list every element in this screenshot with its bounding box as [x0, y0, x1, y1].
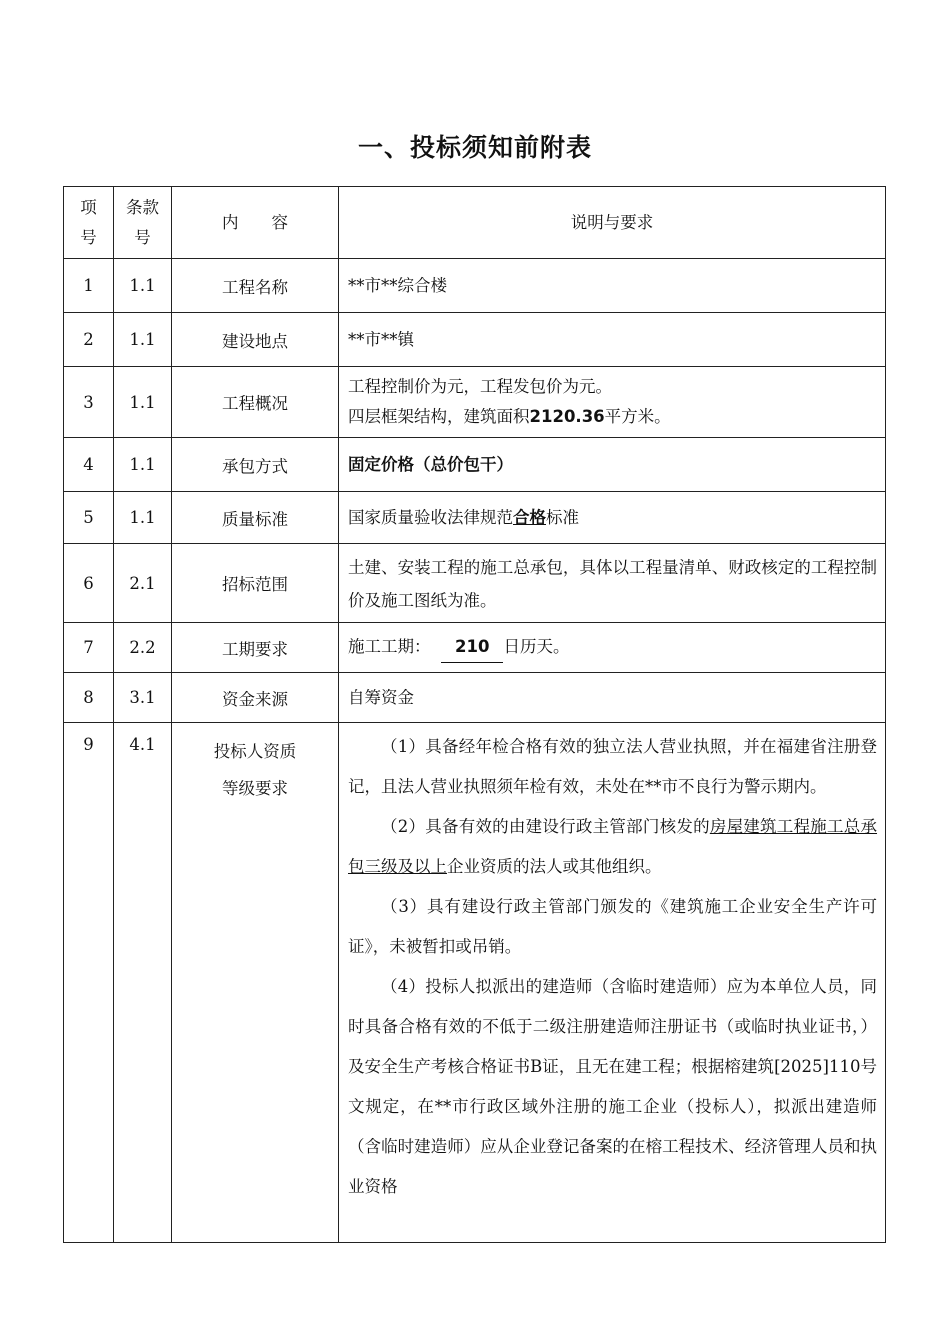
row-number: 5 — [64, 492, 114, 544]
row-description: **市**综合楼 — [339, 259, 886, 313]
project-price-line: 工程控制价为元，工程发包价为元。 — [348, 377, 612, 396]
project-structure-line: 四层框架结构，建筑面积2120.36平方米。 — [348, 407, 671, 426]
qualification-paragraph-4: （4）投标人拟派出的建造师（含临时建造师）应为本单位人员，同时具备合格有效的不低于二级注册建造师注册证书（或临时执业证书，）及安全生产考核合格证书B证，且无在建工程；根据榕建筑[2025]110号文规定，在**市行政区域外注册的施工企业（投标人），拟派出建造师（含临时建造师）应从企业登记备案的在榕工程技术、经济管理人员和执业资格 — [348, 977, 877, 1196]
header-description: 说明与要求 — [339, 187, 886, 259]
header-item-number: 项号 — [64, 187, 114, 259]
construction-period-value: 210 — [441, 632, 503, 663]
row-clause: 1.1 — [114, 259, 172, 313]
header-content: 内 容 — [172, 187, 339, 259]
row-number: 6 — [64, 544, 114, 623]
row-number: 9 — [64, 723, 114, 1243]
table-row — [64, 313, 886, 367]
qualification-paragraph-3: （3）具有建设行政主管部门颁发的《建筑施工企业安全生产许可证》，未被暂扣或吊销。 — [348, 897, 877, 956]
row-number: 4 — [64, 438, 114, 492]
row-name: 资金来源 — [172, 673, 339, 723]
table-row — [64, 544, 886, 623]
row-name: 工期要求 — [172, 623, 339, 673]
row-name: 投标人资质 等级要求 — [172, 723, 339, 1243]
quality-grade: 合格 — [513, 507, 546, 527]
row-name: 质量标准 — [172, 492, 339, 544]
qualification-grade: 房屋建筑工程施工总承包三级及以上 — [348, 817, 878, 876]
row-number: 8 — [64, 673, 114, 723]
table-row — [64, 259, 886, 313]
page-title: 一、投标须知前附表 — [357, 133, 592, 162]
row-description: **市**镇 — [339, 313, 886, 367]
building-area-value: 2120.36 — [529, 407, 605, 426]
table-row — [64, 367, 886, 438]
row-clause: 2.2 — [114, 623, 172, 673]
header-clause-number: 条款号 — [114, 187, 172, 259]
row-description — [339, 723, 886, 1243]
qualification-paragraph-1: （1）具备经年检合格有效的独立法人营业执照，并在福建省注册登记，且法人营业执照须年检有效，未处在**市不良行为警示期内。 — [348, 737, 877, 796]
table-row — [64, 492, 886, 544]
row-description: 国家质量验收法律规范合格标准 — [339, 492, 886, 544]
row-clause: 1.1 — [114, 438, 172, 492]
row-description: 土建、安装工程的施工总承包，具体以工程量清单、财政核定的工程控制价及施工图纸为准。 — [339, 544, 886, 623]
header-row — [64, 187, 886, 259]
table-row — [64, 723, 886, 1243]
row-clause: 4.1 — [114, 723, 172, 1243]
row-clause: 1.1 — [114, 492, 172, 544]
row-description: 固定价格（总价包干） — [339, 438, 886, 492]
row-name: 工程概况 — [172, 367, 339, 438]
table-row — [64, 438, 886, 492]
row-number: 3 — [64, 367, 114, 438]
table-row — [64, 673, 886, 723]
row-number: 7 — [64, 623, 114, 673]
row-clause: 3.1 — [114, 673, 172, 723]
row-name: 建设地点 — [172, 313, 339, 367]
row-description: 自筹资金 — [339, 673, 886, 723]
row-clause: 1.1 — [114, 313, 172, 367]
row-description — [339, 367, 886, 438]
row-clause: 2.1 — [114, 544, 172, 623]
row-name: 承包方式 — [172, 438, 339, 492]
row-number: 2 — [64, 313, 114, 367]
row-description: 施工工期： 210 日历天。 — [339, 623, 886, 673]
row-name: 招标范围 — [172, 544, 339, 623]
row-name: 工程名称 — [172, 259, 339, 313]
bid-notice-table — [63, 186, 886, 1243]
qualification-paragraph-2: （2）具备有效的由建设行政主管部门核发的房屋建筑工程施工总承包三级及以上企业资质的法人或其他组织。 — [348, 817, 878, 876]
row-number: 1 — [64, 259, 114, 313]
row-clause: 1.1 — [114, 367, 172, 438]
table-row — [64, 623, 886, 673]
